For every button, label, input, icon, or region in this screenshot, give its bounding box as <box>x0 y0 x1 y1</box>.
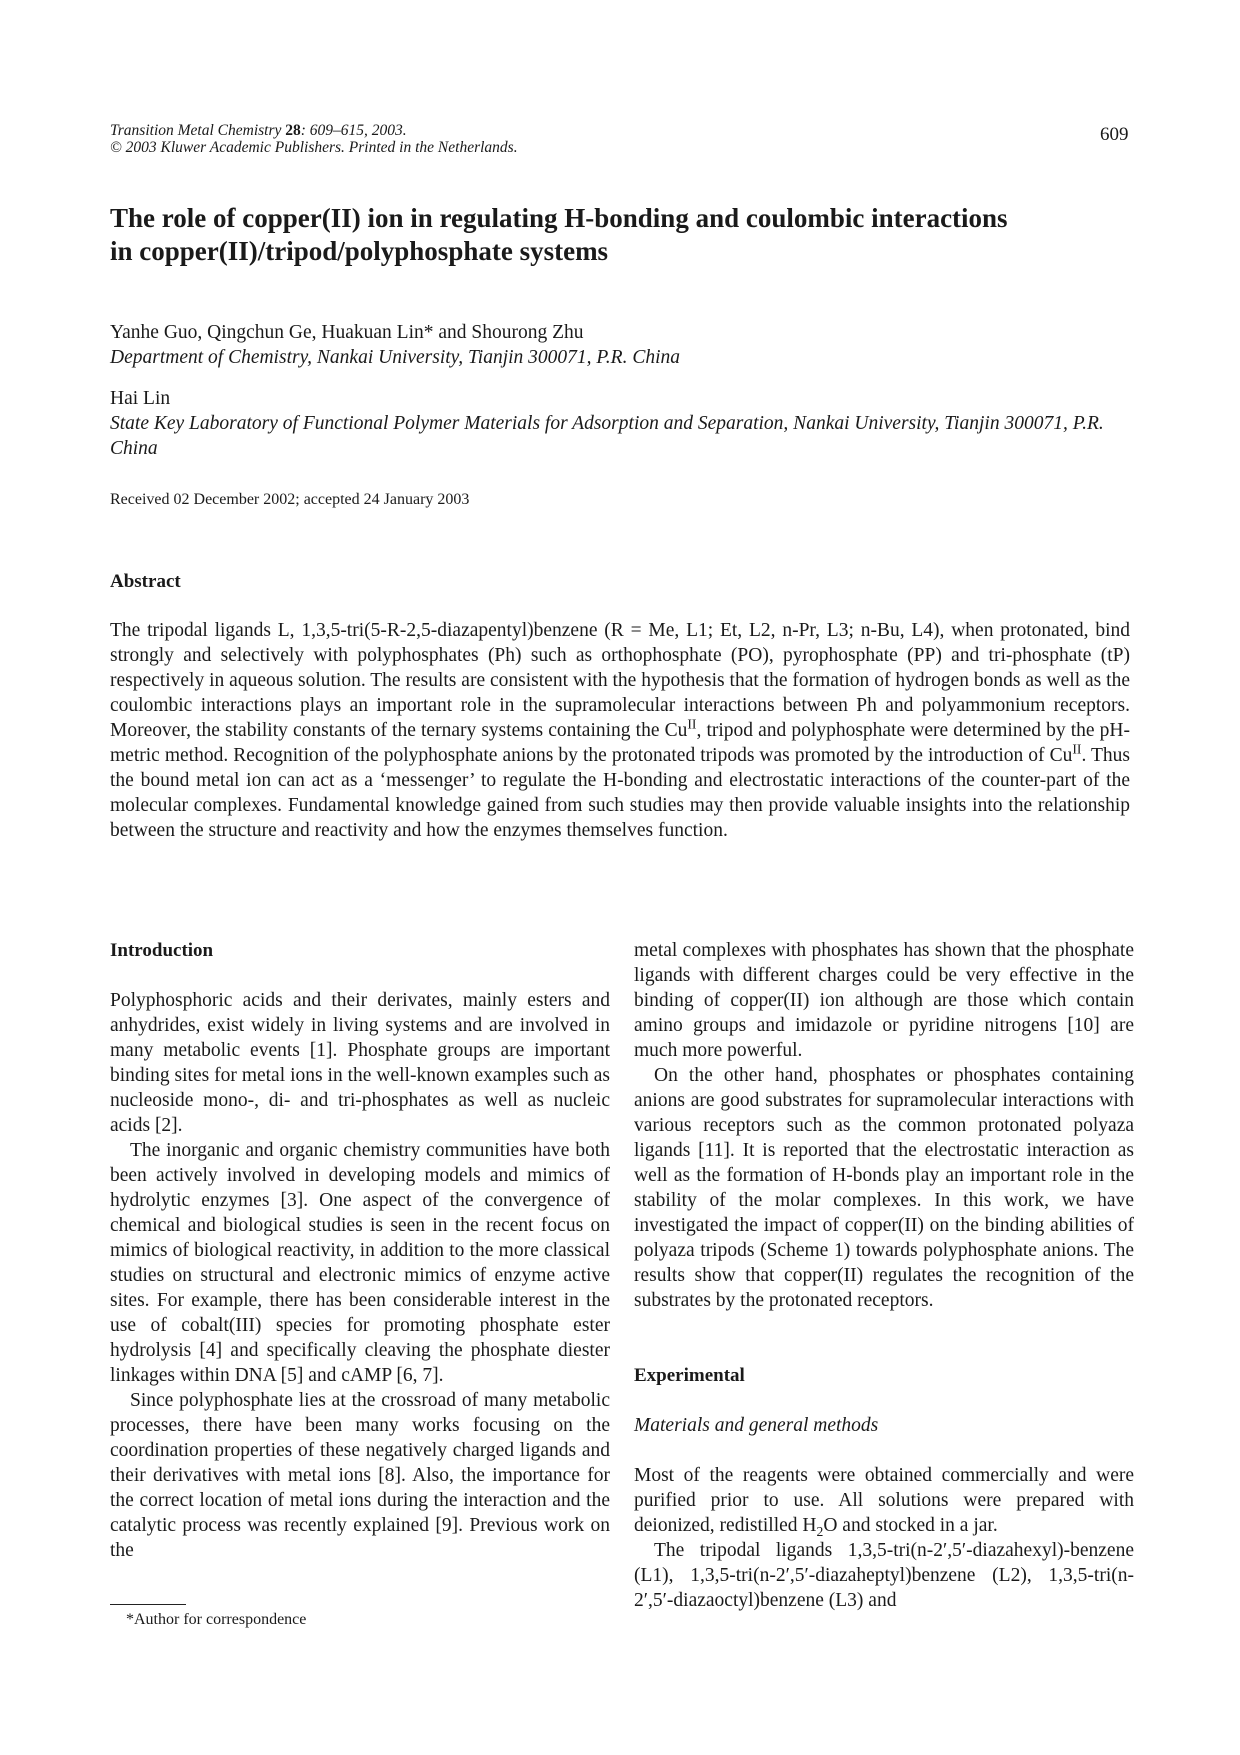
materials-text-a: Most of the reagents were obtained commercially and were purified prior to use. All solutions were prepared with deionized, redistilled H <box>634 1465 1134 1536</box>
introduction-heading: Introduction <box>110 940 214 961</box>
abstract-part-1: The tripodal ligands L, 1,3,5-tri(5-R-2,5-diazapentyl)benzene (R = Me, L1; Et, L2, n-Pr, L3; n-Bu, L4), when protonated, bind strongly and selectively with polyphosphates (Ph) such as orthophosphate (PO), pyrophosphate (PP) and tri-phosphate (tP) respectively in aqueous solution. The results are consistent with the hypothesis that the formation of hydrogen bonds as well as the coulombic interactions plays an important role in the supramolecular interactions between Ph and polyammonium receptors. Moreover, the stability constants of the ternary systems containing the Cu <box>110 620 1130 741</box>
affiliation-1: Department of Chemistry, Nankai University, Tianjin 300071, P.R. China <box>110 347 681 368</box>
abstract-sup-2: II <box>1072 741 1082 757</box>
intro-paragraph-1: Polyphosphoric acids and their derivates, mainly esters and anhydrides, exist widely in living systems and are involved in many metabolic events [1]. Phosphate groups are important binding sites for metal ions in the well-known examples such as nucleoside mono-, di- and tri-phosphates as well as nucleic acids [2]. <box>110 990 610 1136</box>
materials-paragraph-1 <box>634 1463 1134 1538</box>
experimental-heading: Experimental <box>634 1365 745 1386</box>
right-paragraph-2: On the other hand, phosphates or phosphates containing anions are good substrates for supramolecular interactions with various receptors such as the common protonated polyaza ligands [11]. It is reported that the electrostatic interaction as well as the formation of H-bonds play an important role in the stability of the molar complexes. In this work, we have investigated the impact of copper(II) on the binding abilities of polyaza tripods (Scheme 1) towards polyphosphate anions. The results show that copper(II) regulates the recognition of the substrates by the protonated receptors. <box>634 1065 1134 1311</box>
journal-citation <box>110 122 518 156</box>
received-dates: Received 02 December 2002; accepted 24 January 2003 <box>110 491 470 508</box>
abstract-heading: Abstract <box>110 571 181 592</box>
abstract-part-2: , tripod and polyphosphate were determined by the pH-metric method. Recognition of the polyphosphate anions by the protonated tripods was promoted by the introduction of Cu <box>110 720 1131 766</box>
right-column <box>634 938 1134 1613</box>
footnote-rule <box>110 1604 186 1605</box>
author-names-1: Yanhe Guo, Qingchun Ge, Huakuan Lin* and Shourong Zhu <box>110 322 584 343</box>
title-line-1: The role of copper(II) ion in regulating H-bonding and coulombic interactions <box>110 203 1008 233</box>
journal-name: Transition Metal Chemistry <box>110 122 282 139</box>
page-number: 609 <box>1100 124 1129 145</box>
affiliation-2: State Key Laboratory of Functional Polymer Materials for Adsorption and Separation, Nankai University, Tianjin 300071, P.R. China <box>110 413 1104 459</box>
author-block-1 <box>110 320 680 370</box>
intro-paragraph-3: Since polyphosphate lies at the crossroad of many metabolic processes, there have been many works focusing on the coordination properties of these negatively charged ligands and their derivatives with metal ions [8]. Also, the importance for the correct location of metal ions during the interaction and the catalytic process was recently explained [9]. Previous work on the <box>110 1390 610 1561</box>
footnote: *Author for correspondence <box>126 1611 307 1628</box>
water-subscript: 2 <box>816 1523 824 1539</box>
title-line-2: in copper(II)/tripod/polyphosphate systems <box>110 236 609 266</box>
author-block-2 <box>110 386 1130 461</box>
copyright-line: © 2003 Kluwer Academic Publishers. Printed in the Netherlands. <box>110 139 518 156</box>
materials-paragraph-2: The tripodal ligands 1,3,5-tri(n-2′,5′-diazahexyl)-benzene (L1), 1,3,5-tri(n-2′,5′-diazaheptyl)benzene (L2), 1,3,5-tri(n-2′,5′-diazaoctyl)benzene (L3) and <box>634 1540 1134 1611</box>
materials-subheading: Materials and general methods <box>634 1415 879 1436</box>
journal-pages: : 609–615, 2003. <box>300 122 407 139</box>
intro-paragraph-2: The inorganic and organic chemistry communities have both been actively involved in developing models and mimics of hydrolytic enzymes [3]. One aspect of the convergence of chemical and biological studies is seen in the recent focus on mimics of biological reactivity, in addition to the more classical studies on structural and electronic mimics of enzyme active sites. For example, there has been considerable interest in the use of cobalt(III) species for promoting phosphate ester hydrolysis [4] and specifically cleaving the phosphate diester linkages within DNA [5] and cAMP [6, 7]. <box>110 1140 610 1386</box>
materials-text-b: O and stocked in a jar. <box>823 1515 998 1536</box>
abstract-sup-1: II <box>687 716 697 732</box>
left-column <box>110 938 610 1563</box>
journal-volume: 28 <box>285 122 301 139</box>
abstract-part-3: . Thus the bound metal ion can act as a ‘messenger’ to regulate the H-bonding and electrostatic interactions of the counter-part of the molecular complexes. Fundamental knowledge gained from such studies may then provide valuable insights into the relationship between the structure and reactivity and how the enzymes themselves function. <box>110 745 1130 841</box>
abstract-text <box>110 618 1130 843</box>
right-paragraph-1: metal complexes with phosphates has shown that the phosphate ligands with different charges could be very effective in the binding of copper(II) ion although are those which contain amino groups and imidazole or pyridine nitrogens [10] are much more powerful. <box>634 940 1134 1061</box>
paper-title <box>110 202 1130 268</box>
author-names-2: Hai Lin <box>110 388 171 409</box>
